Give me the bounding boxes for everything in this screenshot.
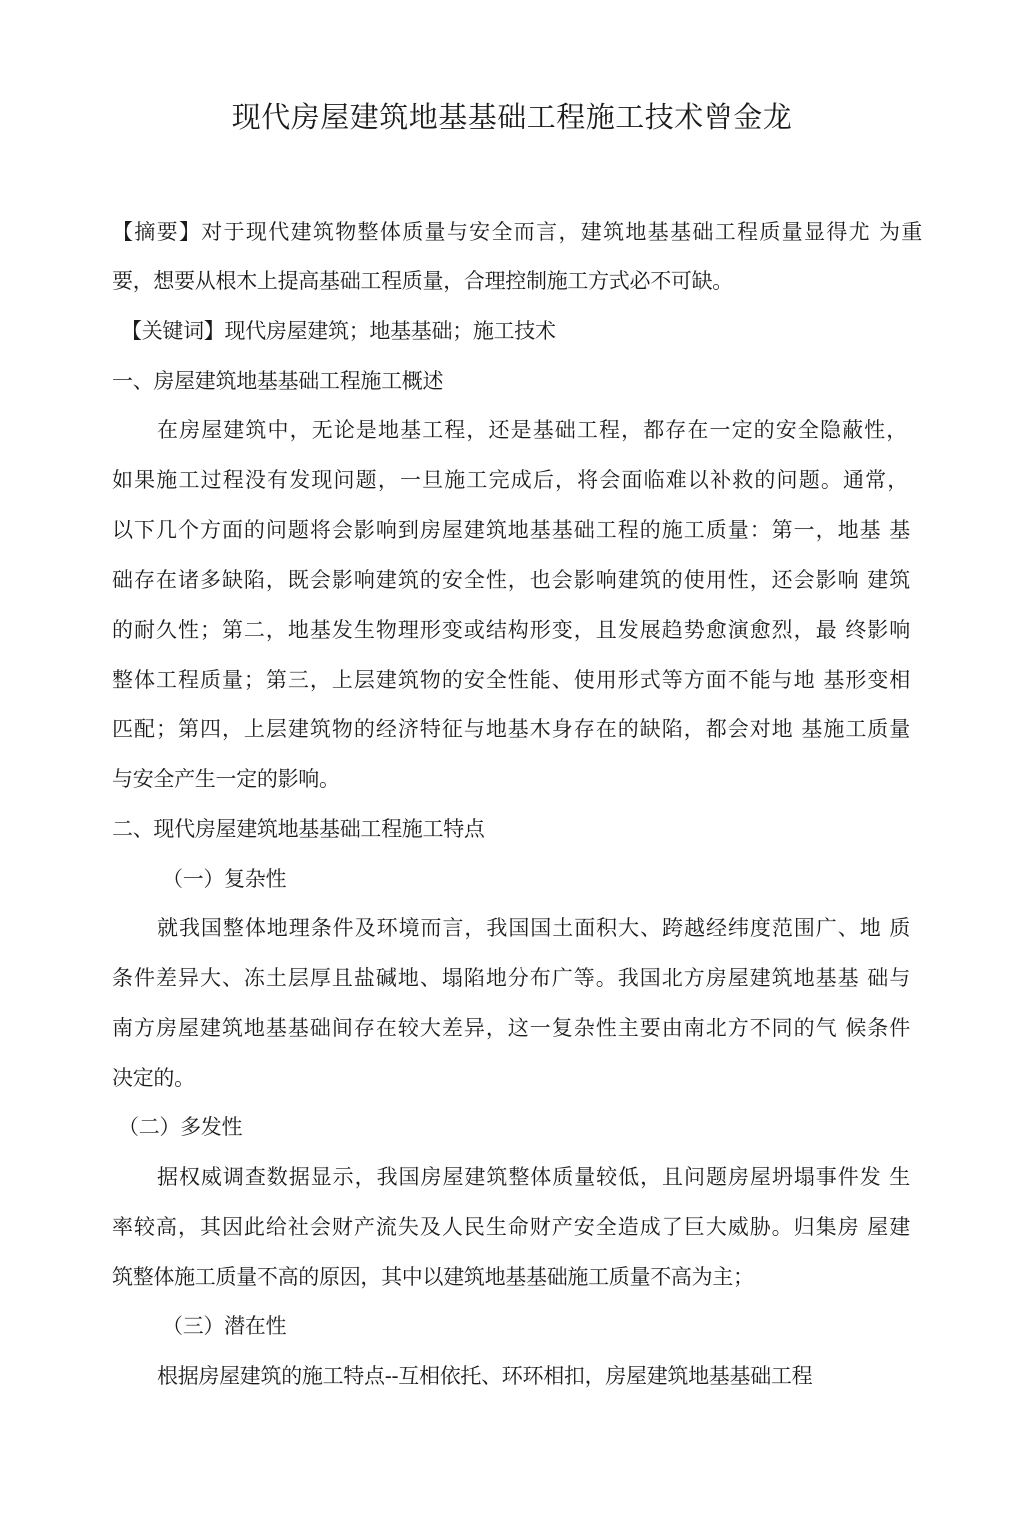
paragraph-line: 据权威调查数据显示，我国房屋建筑整体质量较低，且问题房屋坍塌事件发 生 — [157, 1165, 910, 1189]
paragraph-line: 与安全产生一定的影响。 — [112, 767, 340, 791]
paragraph-line: 整体工程质量；第三，上层建筑物的安全性能、使用形式等方面不能与地 基形变相 — [112, 668, 910, 692]
paragraph-line: 如果施工过程没有发现问题，一旦施工完成后，将会面临难以补救的问题。通常， — [112, 468, 908, 492]
paragraph-line: 匹配；第四，上层建筑物的经济特征与地基木身存在的缺陷，都会对地 基施工质量 — [112, 717, 910, 741]
paragraph-line: 以下几个方面的问题将会影响到房屋建筑地基基础工程的施工质量：第一，地基 基 — [112, 518, 910, 542]
subsection-heading: （三）潜在性 — [162, 1314, 287, 1338]
paragraph-line: 根据房屋建筑的施工特点--互相依托、环环相扣，房屋建筑地基基础工程 — [157, 1364, 813, 1388]
section-heading: 二、现代房屋建筑地基基础工程施工特点 — [112, 817, 485, 841]
document-title: 现代房屋建筑地基基础工程施工技术曾金龙 — [231, 100, 793, 134]
paragraph-line: 筑整体施工质量不高的原因，其中以建筑地基基础施工质量不高为主； — [112, 1265, 754, 1289]
keywords: 【关键词】现代房屋建筑；地基基础；施工技术 — [121, 319, 556, 343]
subsection-heading: （一）复杂性 — [162, 867, 287, 891]
paragraph-line: 就我国整体地理条件及环境而言，我国国土面积大、跨越经纬度范围广、地 质 — [157, 916, 910, 940]
section-heading: 一、房屋建筑地基基础工程施工概述 — [112, 369, 444, 393]
paragraph-line: 在房屋建筑中，无论是地基工程，还是基础工程，都存在一定的安全隐蔽性， — [157, 418, 907, 442]
paragraph-line: 南方房屋建筑地基基础间存在较大差异，这一复杂性主要由南北方不同的气 候条件 — [112, 1016, 910, 1040]
abstract-line: 【摘要】对于现代建筑物整体质量与安全而言，建筑地基基础工程质量显得尤 为重 — [112, 220, 922, 244]
paragraph-line: 础存在诸多缺陷，既会影响建筑的安全性，也会影响建筑的使用性，还会影响 建筑 — [112, 568, 910, 592]
paragraph-line: 条件差异大、冻土层厚且盐碱地、塌陷地分布广等。我国北方房屋建筑地基基 础与 — [112, 966, 910, 990]
abstract-line: 要，想要从根木上提高基础工程质量，合理控制施工方式必不可缺。 — [112, 269, 733, 293]
paragraph-line: 率较高，其因此给社会财产流失及人民生命财产安全造成了巨大威胁。归集房 屋建 — [112, 1215, 910, 1239]
paragraph-line: 决定的。 — [112, 1066, 195, 1090]
subsection-heading: （二）多发性 — [118, 1115, 243, 1139]
paragraph-line: 的耐久性；第二，地基发生物理形变或结构形变，且发展趋势愈演愈烈，最 终影响 — [112, 618, 910, 642]
